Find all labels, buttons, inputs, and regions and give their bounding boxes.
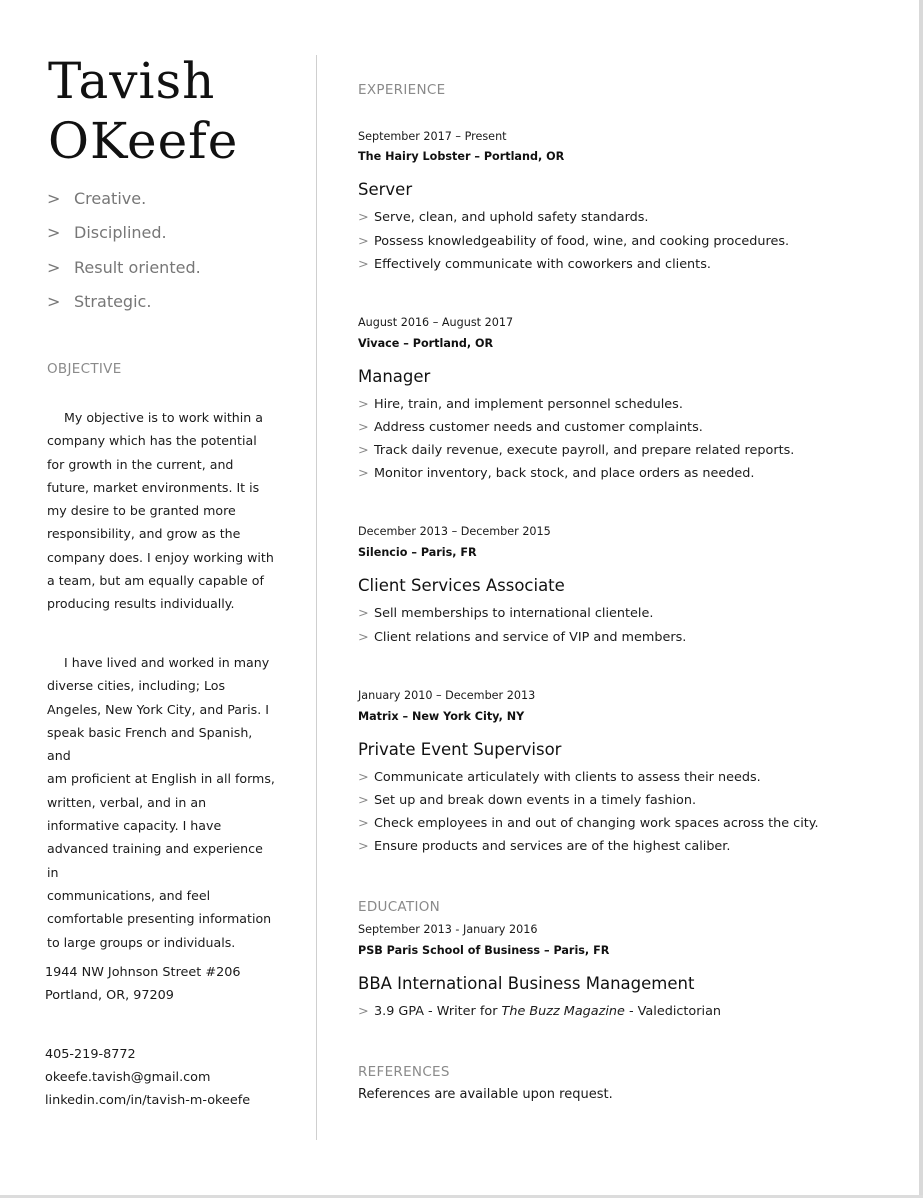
- trait-item: [47, 222, 167, 244]
- address-block: [45, 961, 241, 1007]
- job-bullet-text: Possess knowledgeability of food, wine, and cooking procedures.: [374, 234, 790, 249]
- paragraph-line: producing results individually.: [47, 596, 235, 612]
- bullet-marker: >: [47, 258, 61, 277]
- job-bullet-text: Track daily revenue, execute payroll, and prepare related reports.: [374, 443, 795, 458]
- job-company: Matrix – New York City, NY: [358, 710, 525, 723]
- address-line-1: 1944 NW Johnson Street #206: [45, 965, 241, 980]
- trait-text: Strategic.: [74, 292, 152, 311]
- job-bullet: [358, 792, 696, 810]
- bullet-marker: >: [358, 397, 369, 412]
- detail-prefix: 3.9 GPA - Writer for: [374, 1004, 502, 1019]
- email-link[interactable]: okeefe.tavish@gmail.com: [45, 1070, 211, 1086]
- objective-paragraph-2: [47, 651, 275, 954]
- paragraph-line: future, market environments. It is: [47, 479, 260, 495]
- job-title: Manager: [358, 367, 431, 386]
- bullet-marker: >: [358, 793, 369, 808]
- phone-number[interactable]: 405-219-8772: [45, 1047, 136, 1062]
- job-bullet-text: Serve, clean, and uphold safety standards.: [374, 210, 649, 225]
- education-heading: EDUCATION: [358, 899, 441, 915]
- bullet-marker: >: [358, 606, 369, 621]
- paragraph-line: My objective is to work within a: [64, 410, 263, 425]
- paragraph-line: speak basic French and Spanish, and: [47, 724, 253, 764]
- job-bullet: [358, 629, 686, 647]
- job-bullet-text: Hire, train, and implement personnel schedules.: [374, 397, 683, 412]
- name-last: OKeefe: [48, 112, 239, 170]
- references-text: References are available upon request.: [358, 1087, 613, 1102]
- job-bullet-text: Check employees in and out of changing work spaces across the city.: [374, 816, 819, 831]
- bullet-marker: >: [358, 770, 369, 785]
- paragraph-line: comfortable presenting information: [47, 911, 272, 927]
- paragraph-line: company which has the potential: [47, 433, 257, 449]
- name-first: Tavish: [48, 52, 216, 110]
- education-degree: BBA International Business Management: [358, 974, 695, 993]
- job-bullet-text: Monitor inventory, back stock, and place orders as needed.: [374, 466, 755, 481]
- paragraph-line: I have lived and worked in many: [64, 655, 270, 670]
- trait-item: [47, 257, 201, 279]
- job-bullet: [358, 233, 789, 251]
- job-bullet: [358, 605, 653, 623]
- references-heading: REFERENCES: [358, 1064, 450, 1080]
- paragraph-line: informative capacity. I have: [47, 818, 222, 834]
- trait-text: Result oriented.: [74, 258, 201, 277]
- education-school: PSB Paris School of Business – Paris, FR: [358, 944, 610, 957]
- bullet-marker: >: [358, 839, 369, 854]
- objective-paragraph-1: [47, 406, 275, 616]
- contact-block: [45, 1043, 250, 1113]
- job-company: Silencio – Paris, FR: [358, 546, 477, 559]
- job-bullet: [358, 396, 683, 414]
- job-bullet: [358, 769, 761, 787]
- job-company: Vivace – Portland, OR: [358, 337, 494, 350]
- bullet-marker: >: [358, 420, 369, 435]
- paragraph-line: Angeles, New York City, and Paris. I: [47, 701, 269, 717]
- column-divider: [316, 55, 317, 1140]
- job-bullet: [358, 465, 754, 483]
- bullet-marker: >: [358, 816, 369, 831]
- bullet-marker: >: [47, 189, 61, 208]
- paragraph-line: company does. I enjoy working with: [47, 549, 274, 565]
- objective-heading: OBJECTIVE: [47, 361, 122, 377]
- bullet-marker: >: [358, 1004, 369, 1019]
- paragraph-line: am proficient at English in all forms,: [47, 771, 275, 787]
- job-bullet-text: Ensure products and services are of the highest caliber.: [374, 839, 731, 854]
- experience-heading: EXPERIENCE: [358, 82, 446, 98]
- bullet-marker: >: [358, 443, 369, 458]
- paragraph-line: a team, but am equally capable of: [47, 573, 264, 589]
- paragraph-line: my desire to be granted more: [47, 503, 236, 519]
- education-detail: [358, 1003, 721, 1021]
- page-right-edge: [919, 0, 923, 1198]
- job-title: Client Services Associate: [358, 576, 565, 595]
- job-dates: December 2013 – December 2015: [358, 525, 551, 538]
- job-bullet: [358, 209, 649, 227]
- job-bullet-text: Sell memberships to international clientele.: [374, 606, 654, 621]
- magazine-title: The Buzz Magazine: [501, 1004, 625, 1019]
- job-dates: January 2010 – December 2013: [358, 689, 536, 702]
- bullet-marker: >: [358, 210, 369, 225]
- paragraph-line: written, verbal, and in an: [47, 794, 207, 810]
- bullet-marker: >: [47, 292, 61, 311]
- bullet-marker: >: [358, 630, 369, 645]
- job-bullet: [358, 838, 730, 856]
- bullet-marker: >: [358, 234, 369, 249]
- education-dates: September 2013 - January 2016: [358, 923, 538, 936]
- job-dates: August 2016 – August 2017: [358, 316, 514, 329]
- trait-item: [47, 188, 146, 210]
- job-title: Private Event Supervisor: [358, 740, 562, 759]
- paragraph-line: diverse cities, including; Los: [47, 678, 226, 694]
- job-bullet-text: Communicate articulately with clients to assess their needs.: [374, 770, 761, 785]
- job-bullet: [358, 419, 703, 437]
- paragraph-line: communications, and feel: [47, 887, 211, 903]
- job-title: Server: [358, 180, 413, 199]
- job-bullet: [358, 442, 794, 460]
- address-line-2: Portland, OR, 97209: [45, 988, 174, 1004]
- job-bullet: [358, 815, 819, 833]
- detail-suffix: - Valedictorian: [624, 1004, 722, 1019]
- paragraph-line: to large groups or individuals.: [47, 934, 236, 950]
- bullet-marker: >: [358, 257, 369, 272]
- linkedin-link[interactable]: linkedin.com/in/tavish-m-okeefe: [45, 1093, 251, 1109]
- paragraph-line: responsibility, and grow as the: [47, 526, 241, 542]
- trait-item: [47, 291, 151, 313]
- bullet-marker: >: [358, 466, 369, 481]
- trait-text: Creative.: [74, 189, 147, 208]
- trait-text: Disciplined.: [74, 223, 167, 242]
- job-dates: September 2017 – Present: [358, 130, 507, 143]
- paragraph-line: for growth in the current, and: [47, 456, 234, 472]
- job-bullet: [358, 256, 711, 274]
- bullet-marker: >: [47, 223, 61, 242]
- job-bullet-text: Effectively communicate with coworkers and clients.: [374, 257, 711, 272]
- paragraph-line: advanced training and experience in: [47, 841, 263, 880]
- job-bullet-text: Client relations and service of VIP and members.: [374, 630, 687, 645]
- job-bullet-text: Address customer needs and customer complaints.: [374, 420, 703, 435]
- job-company: The Hairy Lobster – Portland, OR: [358, 150, 565, 163]
- job-bullet-text: Set up and break down events in a timely fashion.: [374, 793, 697, 808]
